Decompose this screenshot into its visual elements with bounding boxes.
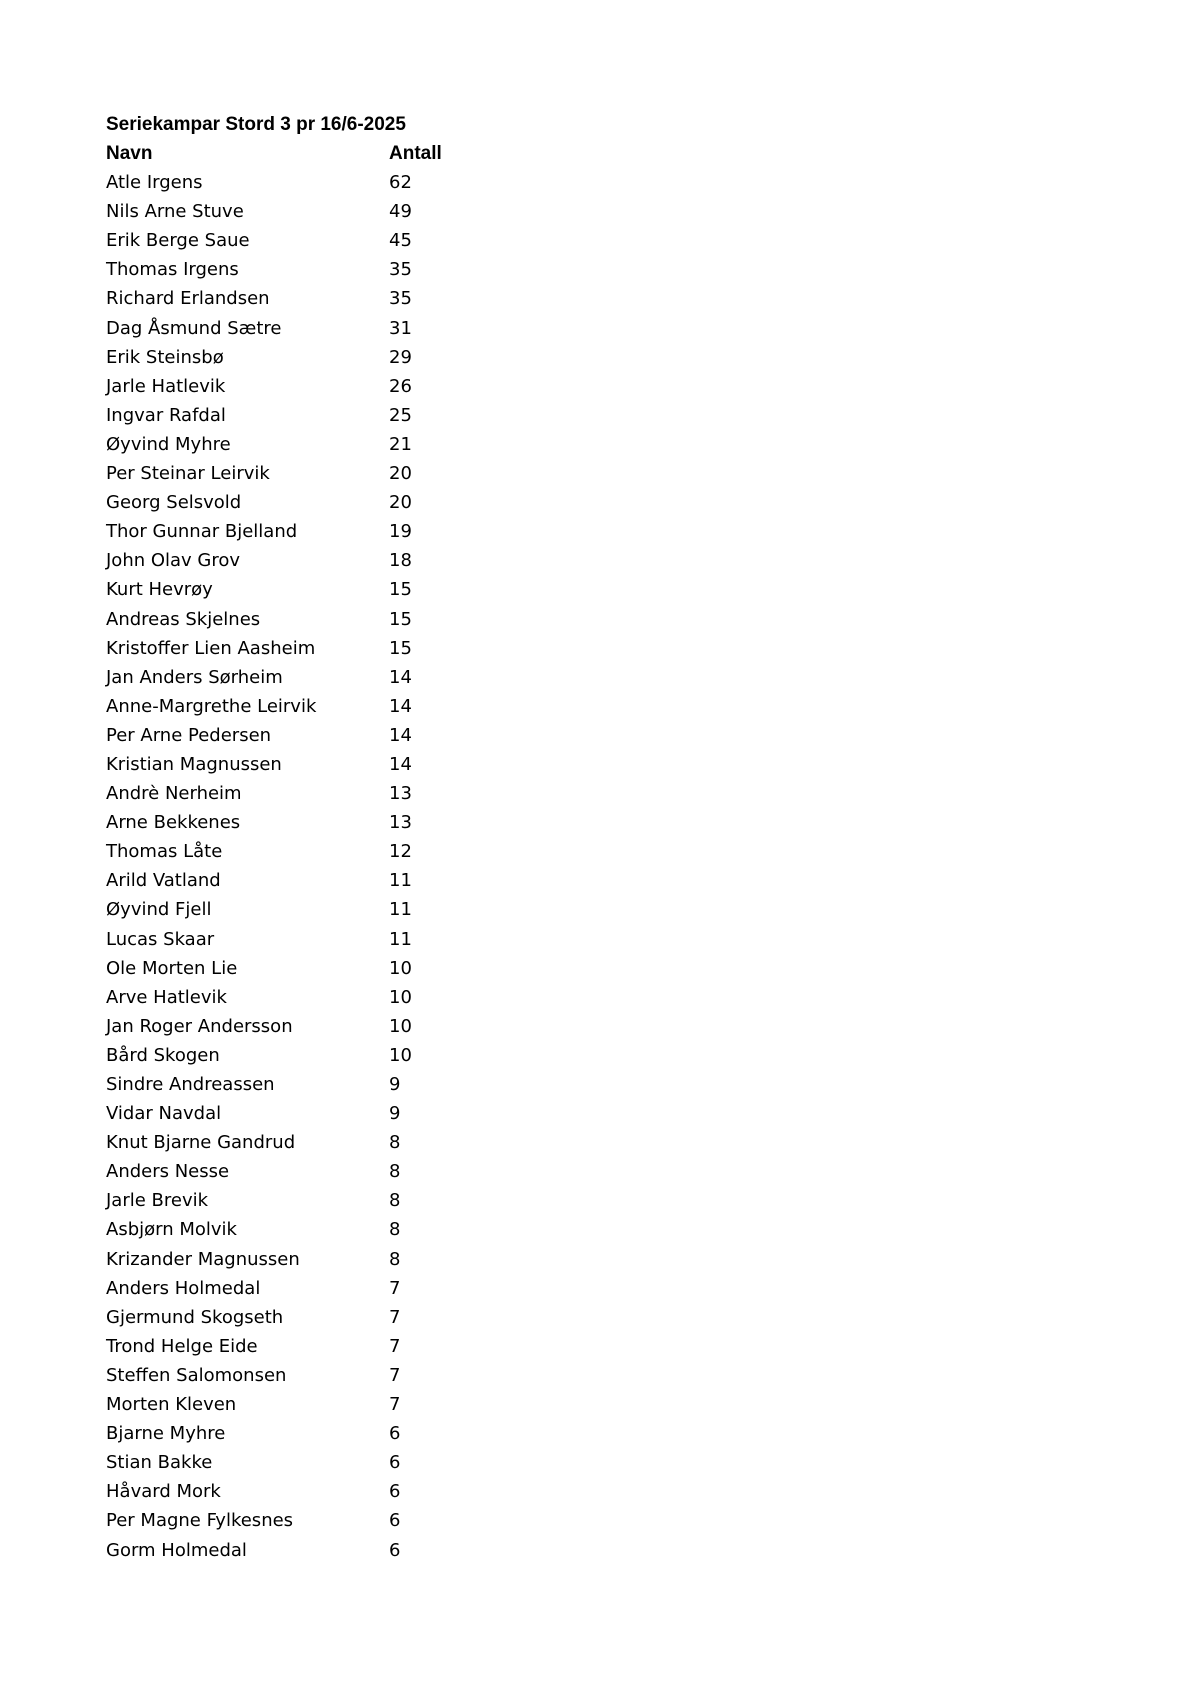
table-row	[106, 488, 566, 517]
player-name: Jarle Hatlevik	[106, 375, 226, 397]
table-row	[106, 634, 566, 663]
player-name: Erik Steinsbø	[106, 346, 224, 368]
table-row	[106, 1157, 566, 1186]
match-count: 10	[389, 986, 412, 1008]
match-count: 8	[389, 1132, 401, 1154]
table-row	[106, 1099, 566, 1128]
match-count: 11	[389, 899, 412, 921]
match-count: 14	[389, 753, 412, 775]
match-count: 20	[389, 463, 412, 485]
table-row	[106, 983, 566, 1012]
match-count: 45	[389, 230, 412, 252]
table-row	[106, 605, 566, 634]
player-name: Arild Vatland	[106, 870, 221, 892]
match-count: 49	[389, 201, 412, 223]
match-count: 7	[389, 1306, 401, 1328]
count-column-header: Antall	[389, 143, 442, 164]
match-count: 18	[389, 550, 412, 572]
player-name: Richard Erlandsen	[106, 288, 270, 310]
match-count: 35	[389, 259, 412, 281]
table-row	[106, 459, 566, 488]
match-count: 7	[389, 1364, 401, 1386]
table-row	[106, 721, 566, 750]
match-count: 15	[389, 579, 412, 601]
match-count: 7	[389, 1394, 401, 1416]
player-name: Bjarne Myhre	[106, 1423, 226, 1445]
table-row	[106, 663, 566, 692]
player-name: Arve Hatlevik	[106, 986, 227, 1008]
match-count: 8	[389, 1219, 401, 1241]
table-row	[106, 517, 566, 546]
match-count: 15	[389, 637, 412, 659]
player-name: Sindre Andreassen	[106, 1074, 275, 1095]
table-row	[106, 1506, 566, 1535]
match-count: 8	[389, 1190, 401, 1212]
table-row	[106, 168, 566, 197]
table-row	[106, 255, 566, 284]
table-row	[106, 1536, 566, 1565]
player-name: Erik Berge Saue	[106, 230, 250, 252]
player-name: Gjermund Skogseth	[106, 1306, 284, 1328]
match-count: 13	[389, 812, 412, 834]
match-count: 29	[389, 346, 412, 368]
table-row	[106, 692, 566, 721]
player-name: Arne Bekkenes	[106, 812, 241, 834]
match-count: 62	[389, 172, 412, 194]
player-name: Thomas Låte	[106, 841, 223, 863]
match-count: 14	[389, 666, 412, 688]
match-count: 10	[389, 957, 412, 979]
player-name: Per Magne Fylkesnes	[106, 1510, 294, 1532]
match-count: 35	[389, 288, 412, 310]
player-name: Ingvar Rafdal	[106, 404, 226, 426]
match-count: 15	[389, 608, 412, 630]
table-row	[106, 1303, 566, 1332]
player-name: Morten Kleven	[106, 1394, 237, 1416]
match-count: 11	[389, 928, 412, 950]
match-count: 12	[389, 841, 412, 863]
player-name: Knut Bjarne Gandrud	[106, 1132, 296, 1154]
player-name: Jarle Brevik	[106, 1190, 209, 1212]
table-row	[106, 1274, 566, 1303]
player-name: Trond Helge Eide	[106, 1335, 258, 1357]
match-count: 9	[389, 1074, 401, 1095]
player-name: Atle Irgens	[106, 172, 203, 194]
match-count: 6	[389, 1423, 401, 1445]
match-count: 14	[389, 695, 412, 717]
player-name: Anne-Margrethe Leirvik	[106, 695, 317, 717]
player-name: Jan Anders Sørheim	[106, 666, 283, 688]
table-row	[106, 1012, 566, 1041]
table-row	[106, 1128, 566, 1157]
table-row	[106, 1361, 566, 1390]
player-name: Per Arne Pedersen	[106, 724, 272, 746]
table-row	[106, 779, 566, 808]
table-row	[106, 1477, 566, 1506]
player-name: Gorm Holmedal	[106, 1539, 247, 1561]
match-count: 7	[389, 1335, 401, 1357]
table-row	[106, 343, 566, 372]
table-row	[106, 954, 566, 983]
table-row	[106, 1419, 566, 1448]
player-name: Thomas Irgens	[106, 259, 239, 281]
table-row	[106, 1332, 566, 1361]
table-row	[106, 546, 566, 575]
table-row	[106, 1070, 566, 1099]
player-name: Håvard Mork	[106, 1481, 221, 1503]
table-row	[106, 1390, 566, 1419]
table-row	[106, 372, 566, 401]
match-count: 10	[389, 1044, 412, 1066]
match-count: 6	[389, 1481, 401, 1503]
player-name: Andreas Skjelnes	[106, 608, 261, 630]
player-name: Stian Bakke	[106, 1452, 213, 1474]
column-header-row	[106, 139, 566, 168]
player-name: Steffen Salomonsen	[106, 1364, 287, 1386]
table-row	[106, 401, 566, 430]
table-row	[106, 197, 566, 226]
table-row	[106, 837, 566, 866]
table-row	[106, 1448, 566, 1477]
match-count: 9	[389, 1103, 401, 1125]
player-name: Georg Selsvold	[106, 492, 242, 514]
sheet-title: Seriekampar Stord 3 pr 16/6-2025	[106, 114, 406, 135]
table-row	[106, 430, 566, 459]
table-row	[106, 314, 566, 343]
table-row	[106, 750, 566, 779]
table-row	[106, 575, 566, 604]
table-row	[106, 226, 566, 255]
match-count: 10	[389, 1015, 412, 1037]
table-row	[106, 1186, 566, 1215]
match-count: 6	[389, 1452, 401, 1474]
player-name: Øyvind Fjell	[106, 899, 212, 921]
player-name: Thor Gunnar Bjelland	[106, 521, 298, 543]
player-name: Vidar Navdal	[106, 1103, 222, 1125]
player-name: Asbjørn Molvik	[106, 1219, 237, 1241]
match-count: 19	[389, 521, 412, 543]
player-name: Dag Åsmund Sætre	[106, 317, 282, 339]
table-row	[106, 1245, 566, 1274]
match-count: 20	[389, 492, 412, 514]
player-name: Ole Morten Lie	[106, 957, 238, 979]
table-row	[106, 925, 566, 954]
table-row	[106, 866, 566, 895]
player-name: Anders Holmedal	[106, 1277, 261, 1299]
table-row	[106, 895, 566, 924]
match-count: 8	[389, 1161, 401, 1183]
match-count: 31	[389, 317, 412, 339]
table-row	[106, 1215, 566, 1244]
player-name: Kurt Hevrøy	[106, 579, 213, 601]
player-name: Jan Roger Andersson	[106, 1015, 293, 1037]
match-count: 6	[389, 1510, 401, 1532]
player-name: Nils Arne Stuve	[106, 201, 244, 223]
player-name: Anders Nesse	[106, 1161, 230, 1183]
match-count: 8	[389, 1248, 401, 1270]
table-row	[106, 1041, 566, 1070]
match-count: 6	[389, 1539, 401, 1561]
table-row	[106, 284, 566, 313]
player-name: Kristoffer Lien Aasheim	[106, 637, 316, 659]
match-count-sheet	[106, 110, 566, 1565]
player-name: Per Steinar Leirvik	[106, 463, 270, 485]
player-name: Kristian Magnussen	[106, 753, 282, 775]
match-count: 25	[389, 404, 412, 426]
match-count: 11	[389, 870, 412, 892]
name-column-header: Navn	[106, 143, 153, 164]
match-count: 26	[389, 375, 412, 397]
player-list	[106, 168, 566, 1565]
table-row	[106, 808, 566, 837]
player-name: Bård Skogen	[106, 1044, 220, 1066]
match-count: 14	[389, 724, 412, 746]
player-name: John Olav Grov	[106, 550, 241, 572]
player-name: Andrè Nerheim	[106, 783, 242, 805]
match-count: 13	[389, 783, 412, 805]
player-name: Øyvind Myhre	[106, 433, 231, 455]
match-count: 21	[389, 433, 412, 455]
player-name: Lucas Skaar	[106, 928, 215, 950]
match-count: 7	[389, 1277, 401, 1299]
player-name: Krizander Magnussen	[106, 1248, 300, 1270]
